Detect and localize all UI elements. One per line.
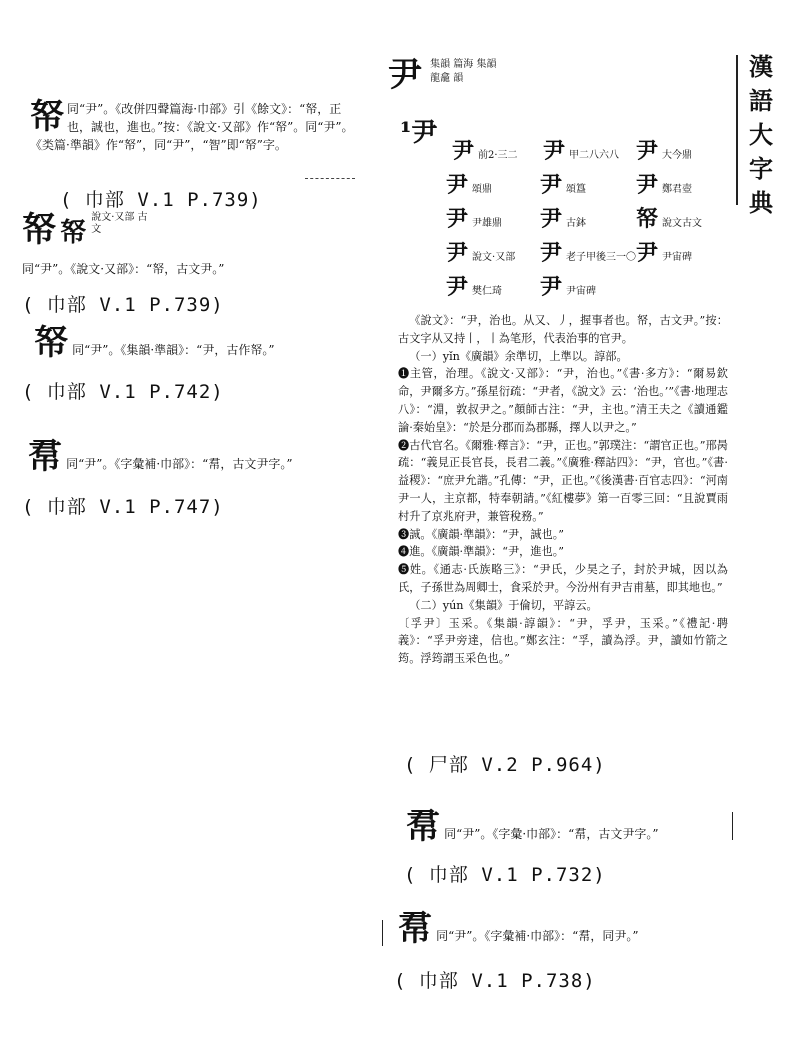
body-paragraph: ❺姓。《通志·氏族略三》：“尹氏，少昊之子，封於尹城，因以為氏，子孫世為周卿士，食采於尹。今汾州有尹吉甫墓，即其地也。” [398,563,728,594]
seal-form: 尹尹宙碑 [636,240,693,266]
body-paragraph: ❸誠。《廣韻·準韻》：“尹，誠也。” [398,527,565,541]
seal-form: 尹古鉢 [540,206,587,232]
entry-headword: 帑 [22,210,55,250]
brand-divider [736,55,738,205]
seal-form: 尹鄭君壺 [636,172,693,198]
main-headword-block [388,55,497,95]
main-entry-body [398,312,728,668]
seal-caption: 說文·又部 古文 [91,212,148,235]
brand-char: 典 [749,188,773,217]
entry-headword: 帑 [30,97,63,137]
entry-4 [28,437,368,477]
page-reference-note: ( 巾部 V.1 P.738) [394,970,596,992]
header-note: 龍龕 韻 [430,73,464,84]
entry-definition: 同“尹”。《字彙·巾部》：“帬，古文尹字。” [444,827,659,841]
entry-1 [30,97,360,154]
seal-glyph: 帑 [60,218,87,248]
seal-form: 尹大今鼎 [636,138,693,164]
seal-form: 尹甲二八六八 [543,138,620,164]
entry-5 [406,807,716,847]
seal-form: 尹樊仁琦 [446,274,503,300]
header-note: 集韻 篇海 集韻 [430,59,497,70]
body-paragraph: 〔孚尹〕玉采。《集韻·諄韻》：“尹，孚尹，玉采。”《禮記·聘義》：“孚尹旁達，信也。”鄭玄注：“孚，讀為浮。尹，讀如竹箭之筠。浮筠謂玉采色也。” [398,616,728,666]
main-header-notes [430,58,496,86]
entry-definition: 同“尹”。《說文·又部》：“帑，古文尹。” [22,262,225,276]
sub-headword: ¹尹 [400,118,438,148]
entry-2-headword-block [22,212,151,249]
entry-3 [34,323,364,363]
seal-form: 尹尹宙碑 [540,274,597,300]
seal-form: 尹說文·又部 [446,240,516,266]
margin-rule [732,812,733,840]
page-reference-note: ( 巾部 V.1 P.742) [22,381,224,403]
brand-char: 大 [749,120,773,149]
body-paragraph: 《說文》：“尹，治也。从又、丿，握事者也。帑，古文尹。”按：古文字从又持丨，丨為笔形，代表治事的官尹。 [398,314,728,345]
entry-definition: 同“尹”。《集韻·準韻》：“尹，古作帑。” [72,343,275,357]
main-headword: 尹 [388,55,421,95]
entry-definition: 同“尹”。《字彙補·巾部》：“帬，古文尹字。” [66,457,293,471]
brand-char: 漢 [749,52,773,81]
brand-char: 語 [749,86,773,115]
brand-char: 字 [749,154,773,183]
page-reference-note: ( 尸部 V.2 P.964) [404,754,606,776]
seal-form: 尹頌簋 [540,172,587,198]
page-reference-note: ( 巾部 V.1 P.739) [22,294,224,316]
seal-form: 尹老子甲後三一〇 [540,240,637,266]
seal-form: 尹頌鼎 [446,172,493,198]
body-paragraph: ❹進。《廣韻·準韻》：“尹，進也。” [398,545,565,559]
page-reference-note: ( 巾部 V.1 P.732) [404,864,606,886]
brand-title [746,50,776,220]
entry-headword: 帑 [34,323,67,363]
entry-definition: 同“尹”。《字彙補·巾部》：“帬，同尹。” [436,929,639,943]
entry-headword: 帬 [28,437,61,477]
entry-headword: 帬 [406,807,439,847]
entry-text [30,97,360,154]
entry-6 [398,909,718,949]
seal-form: 帑說文古文 [636,206,703,232]
seal-form: 尹前2·三二 [452,138,518,164]
seal-form: 尹尹雄鼎 [446,206,503,232]
entry-definition: 同“尹”。《改併四聲篇海·巾部》引《餘文》：“帑，正也，誠也，進也。”按：《說文·又部》作“帑”。同“尹”。《类篇·準韻》作“帑”，同“尹”，“智”即“帑”字。 [30,102,354,152]
margin-rule [382,920,383,946]
body-paragraph: ❶主管，治理。《說文·又部》：“尹，治也。”《書·多方》：“爾易欽命，尹爾多方。”孫星衍疏：“尹者，《說文》云：‘治也。’”《書·地理志八》：“淵，敦叔尹之。”顏師古注：“尹，主也。”清王夫之《讀通鑑論·秦始皇》：“於是分郡而為郡縣，擇人以尹之。” [398,367,728,434]
body-paragraph: （二）yún《集韻》于倫切，平諄云。 [409,598,598,612]
body-paragraph: ❷古代官名。《爾雅·釋言》：“尹，正也。”郭璞注：“謂官正也。”邢昺疏：“義見正長官長，長君二義。”《廣雅·釋詁四》：“尹，官也。”《書·益稷》：“庶尹允諧。”孔傳：“尹，正也。”《後漢書·百官志四》：“河南尹一人，主京都，特奉朝請。”《紅樓夢》第一百零三回：“且說賈雨村升了京兆府尹，兼管稅務。” [398,438,728,523]
page-reference-note: ( 巾部 V.1 P.739) [60,189,262,211]
dash-rule [305,178,355,180]
entry-headword: 帬 [398,909,431,949]
body-paragraph: （一）yǐn《廣韻》余準切，上準以。諄部。 [409,349,628,363]
page-reference-note: ( 巾部 V.1 P.747) [22,496,224,518]
